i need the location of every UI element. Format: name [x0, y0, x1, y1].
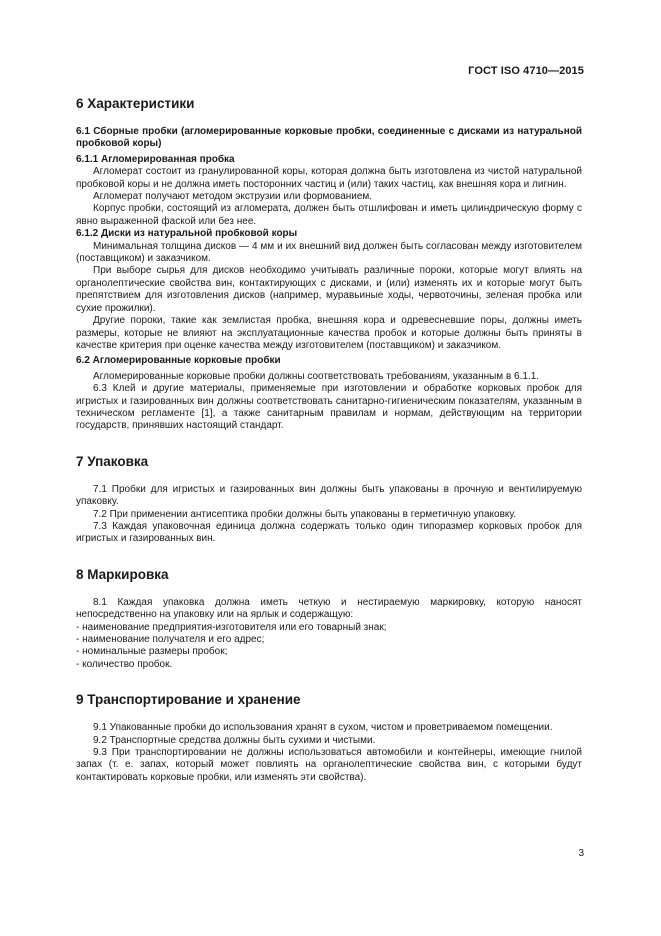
section-7-heading: 7 Упаковка	[76, 453, 149, 469]
page-number: 3	[578, 848, 584, 859]
paragraph: 7.1 Пробки для игристых и газированных вин должны быть упакованы в прочную и вентилируемую упаковку.	[76, 483, 582, 508]
paragraph: Корпус пробки, состоящий из агломерата, должен быть отшлифован и иметь цилиндрическую форму с явно выраженной фаской или без нее.	[76, 203, 582, 227]
list-item: - наименование получателя и его адрес;	[76, 634, 265, 645]
paragraph: 7.2 При применении антисептика пробки должны быть упакованы в герметичную упаковку.	[93, 508, 517, 520]
paragraph: 8.1 Каждая упаковка должна иметь четкую и нестираемую маркировку, которую наносят непосредственно на упаковку или на ярлык и содержащую:	[76, 596, 582, 621]
paragraph: Минимальная толщина дисков — 4 мм и их внешний вид должен быть согласован между изготовителем (поставщиком) и заказчиком.	[76, 240, 582, 265]
document-header: ГОСТ ISO 4710—2015	[468, 65, 584, 77]
paragraph: 7.3 Каждая упаковочная единица должна содержать только один типоразмер корковых пробок для игристых и газированных вин.	[76, 520, 582, 545]
clause-6-1-1-heading: 6.1.1 Агломерированная пробка	[76, 153, 235, 165]
clause-6-2-heading: 6.2 Агломерированные корковые пробки	[76, 355, 281, 367]
paragraph: 9.2 Транспортные средства должны быть сухими и чистыми.	[93, 734, 376, 746]
list-item: - номинальные размеры пробок;	[76, 646, 228, 658]
list-item: - наименование предприятия-изготовителя или его товарный знак;	[76, 621, 387, 633]
paragraph: Агломерат состоит из гранулированной коры, которая должна быть изготовлена из чистой натуральной пробковой коры и не должна иметь посторонних частиц и (или) таких частиц, как внешняя кора и лигнин.	[76, 166, 582, 190]
section-8-heading: 8 Маркировка	[76, 566, 169, 582]
clause-6-1-2-heading: 6.1.2 Диски из натуральной пробковой коры	[76, 228, 298, 240]
paragraph: Агломерированные корковые пробки должны соответствовать требованиям, указанным в 6.1.1.	[93, 370, 540, 382]
document-body	[76, 90, 582, 784]
section-6-heading: 6 Характеристики	[76, 96, 195, 111]
paragraph: 9.1 Упакованные пробки до использования хранят в сухом, чистом и проветриваемом помещении.	[93, 722, 553, 734]
section-9-heading: 9 Транспортирование и хранение	[76, 692, 301, 708]
clause-6-1-heading: 6.1 Сборные пробки (агломерированные корковые пробки, соединенные с дисками из натуральной пробковой коры)	[76, 126, 582, 150]
paragraph: Агломерат получают методом экструзии или формованием.	[93, 191, 373, 203]
paragraph: При выборе сырья для дисков необходимо учитывать различные пороки, которые могут влиять на органолептические свойства вин, контактирующих с дисками, и (или) изменять их и которые могут быть препятствием для изготовления дисков (например, муравьиные ходы, червоточины, зеленая пробка или сухие прожилки).	[76, 265, 582, 314]
paragraph: 9.3 При транспортировании не должны использоваться автомобили и контейнеры, имеющие гнилой запах (т. е. запах, который может повлиять на органолептические свойства вин, с которыми будут контактировать корковые пробки, или изменять эти свойства).	[76, 747, 582, 783]
paragraph: Другие пороки, такие как землистая пробка, внешняя кора и одревесневшие поры, должны иметь размеры, которые не влияют на эксплуатационные качества пробок и которые должны быть приняты в качестве критерия при оценке качества между изготовителем (поставщиком) и заказчиком.	[76, 315, 582, 351]
paragraph: 6.3 Клей и другие материалы, применяемые при изготовлении и обработке корковых пробок для игристых и газированных вин должны соответствовать санитарно-гигиеническим показателям, указанным в техническом регламенте [1], а также санитарным правилам и нормам, действующим на территории государств, принявших настоящий стандарт.	[76, 383, 582, 432]
list-item: - количество пробок.	[76, 658, 173, 670]
